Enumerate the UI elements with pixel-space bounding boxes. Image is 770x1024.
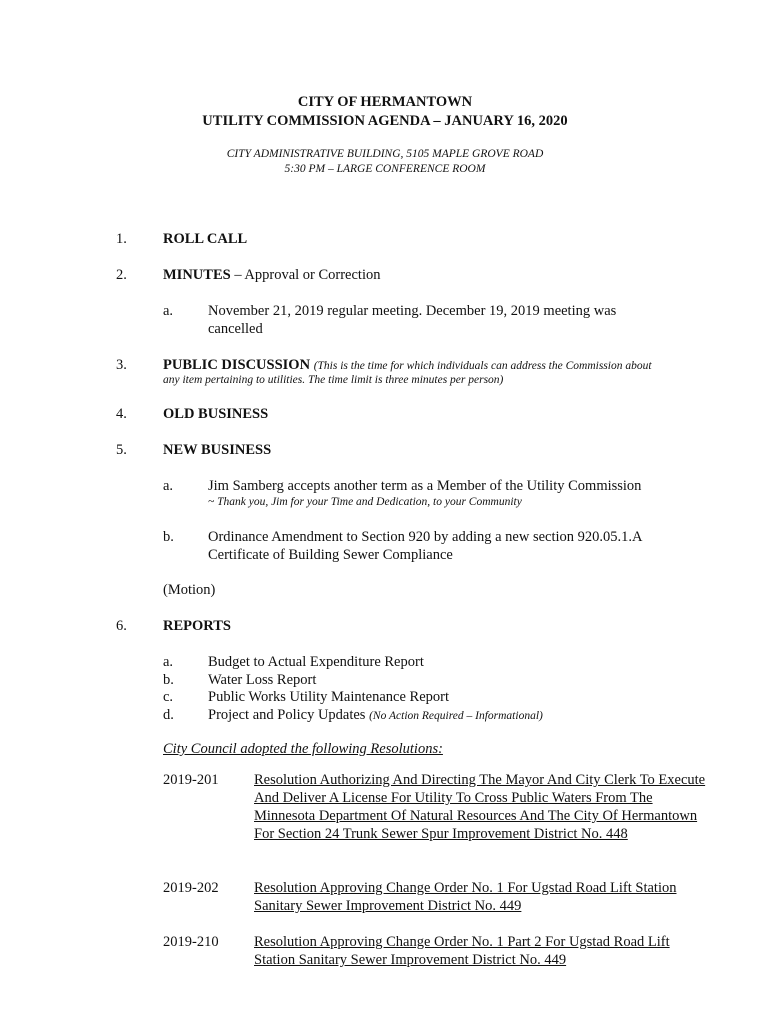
item-minutes-desc: – Approval or Correction	[230, 267, 381, 283]
item-minutes	[163, 266, 381, 284]
minutes-sub-item-text: November 21, 2019 regular meeting. December 19, 2019 meeting was cancelled	[208, 303, 617, 337]
public-discussion-note-cont: any item pertaining to utilities. The time limit is three minutes per person)	[163, 374, 504, 386]
sub-item-letter: b.	[163, 672, 174, 688]
public-discussion-note: (This is the time for which individuals can address the Commission about	[313, 360, 652, 372]
resolutions-heading: City Council adopted the following Resolutions:	[163, 741, 443, 757]
item-number: 6.	[116, 618, 127, 634]
report-item: Water Loss Report	[208, 672, 317, 688]
new-business-item-a: Jim Samberg accepts another term as a Member of the Utility Commission	[208, 478, 642, 494]
report-item: Public Works Utility Maintenance Report	[208, 689, 449, 705]
resolution-number: 2019-210	[163, 934, 219, 950]
resolution-text: Resolution Approving Change Order No. 1 Part 2 For Ugstad Road Lift Station Sanitary Sewer Improvement District No. 449	[254, 934, 670, 968]
report-item-d-text: Project and Policy Updates	[208, 707, 366, 723]
item-number: 2.	[116, 267, 127, 283]
resolution-number: 2019-202	[163, 880, 219, 896]
resolution-text: Resolution Approving Change Order No. 1 For Ugstad Road Lift Station Sanitary Sewer Improvement District No. 449	[254, 880, 677, 914]
item-title-roll-call: ROLL CALL	[163, 231, 248, 247]
report-item-d-note: (No Action Required – Informational)	[369, 710, 543, 722]
sub-item-letter: a.	[163, 478, 174, 494]
report-item: Budget to Actual Expenditure Report	[208, 654, 424, 670]
item-number: 5.	[116, 442, 127, 458]
resolution-number: 2019-201	[163, 772, 219, 788]
item-number: 3.	[116, 357, 127, 373]
resolution-text: Resolution Authorizing And Directing The Mayor And City Clerk To Execute And Deliver A License For Utility To Cross Public Waters From The Minnesota Department Of Natural Resources And The City Of Hermantown For Section 24 Trunk Sewer Spur Improvement District No. 448	[254, 772, 706, 842]
city-title: CITY OF HERMANTOWN	[297, 94, 473, 110]
sub-item-letter: c.	[163, 689, 174, 705]
agenda-title: UTILITY COMMISSION AGENDA – JANUARY 16, 2020	[202, 113, 568, 129]
item-number: 1.	[116, 231, 127, 247]
new-business-item-a-note: ~ Thank you, Jim for your Time and Dedication, to your Community	[208, 496, 522, 508]
item-title-public-discussion: PUBLIC DISCUSSION	[163, 357, 311, 373]
motion-note: (Motion)	[163, 582, 216, 598]
sub-item-letter: b.	[163, 529, 174, 545]
report-item	[208, 706, 708, 725]
sub-item-letter: a.	[163, 654, 174, 670]
meeting-time-room: 5:30 PM – LARGE CONFERENCE ROOM	[284, 163, 486, 175]
item-title-reports: REPORTS	[163, 618, 231, 634]
item-title-new-business: NEW BUSINESS	[163, 442, 272, 458]
item-number: 4.	[116, 406, 127, 422]
meeting-location: CITY ADMINISTRATIVE BUILDING, 5105 MAPLE GROVE ROAD	[226, 148, 544, 160]
item-title-old-business: OLD BUSINESS	[163, 406, 269, 422]
new-business-item-b: Ordinance Amendment to Section 920 by adding a new section 920.05.1.A Certificate of Building Sewer Compliance	[208, 529, 642, 563]
sub-item-letter: a.	[163, 303, 174, 319]
sub-item-letter: d.	[163, 707, 174, 723]
item-title-minutes: MINUTES	[163, 267, 231, 283]
